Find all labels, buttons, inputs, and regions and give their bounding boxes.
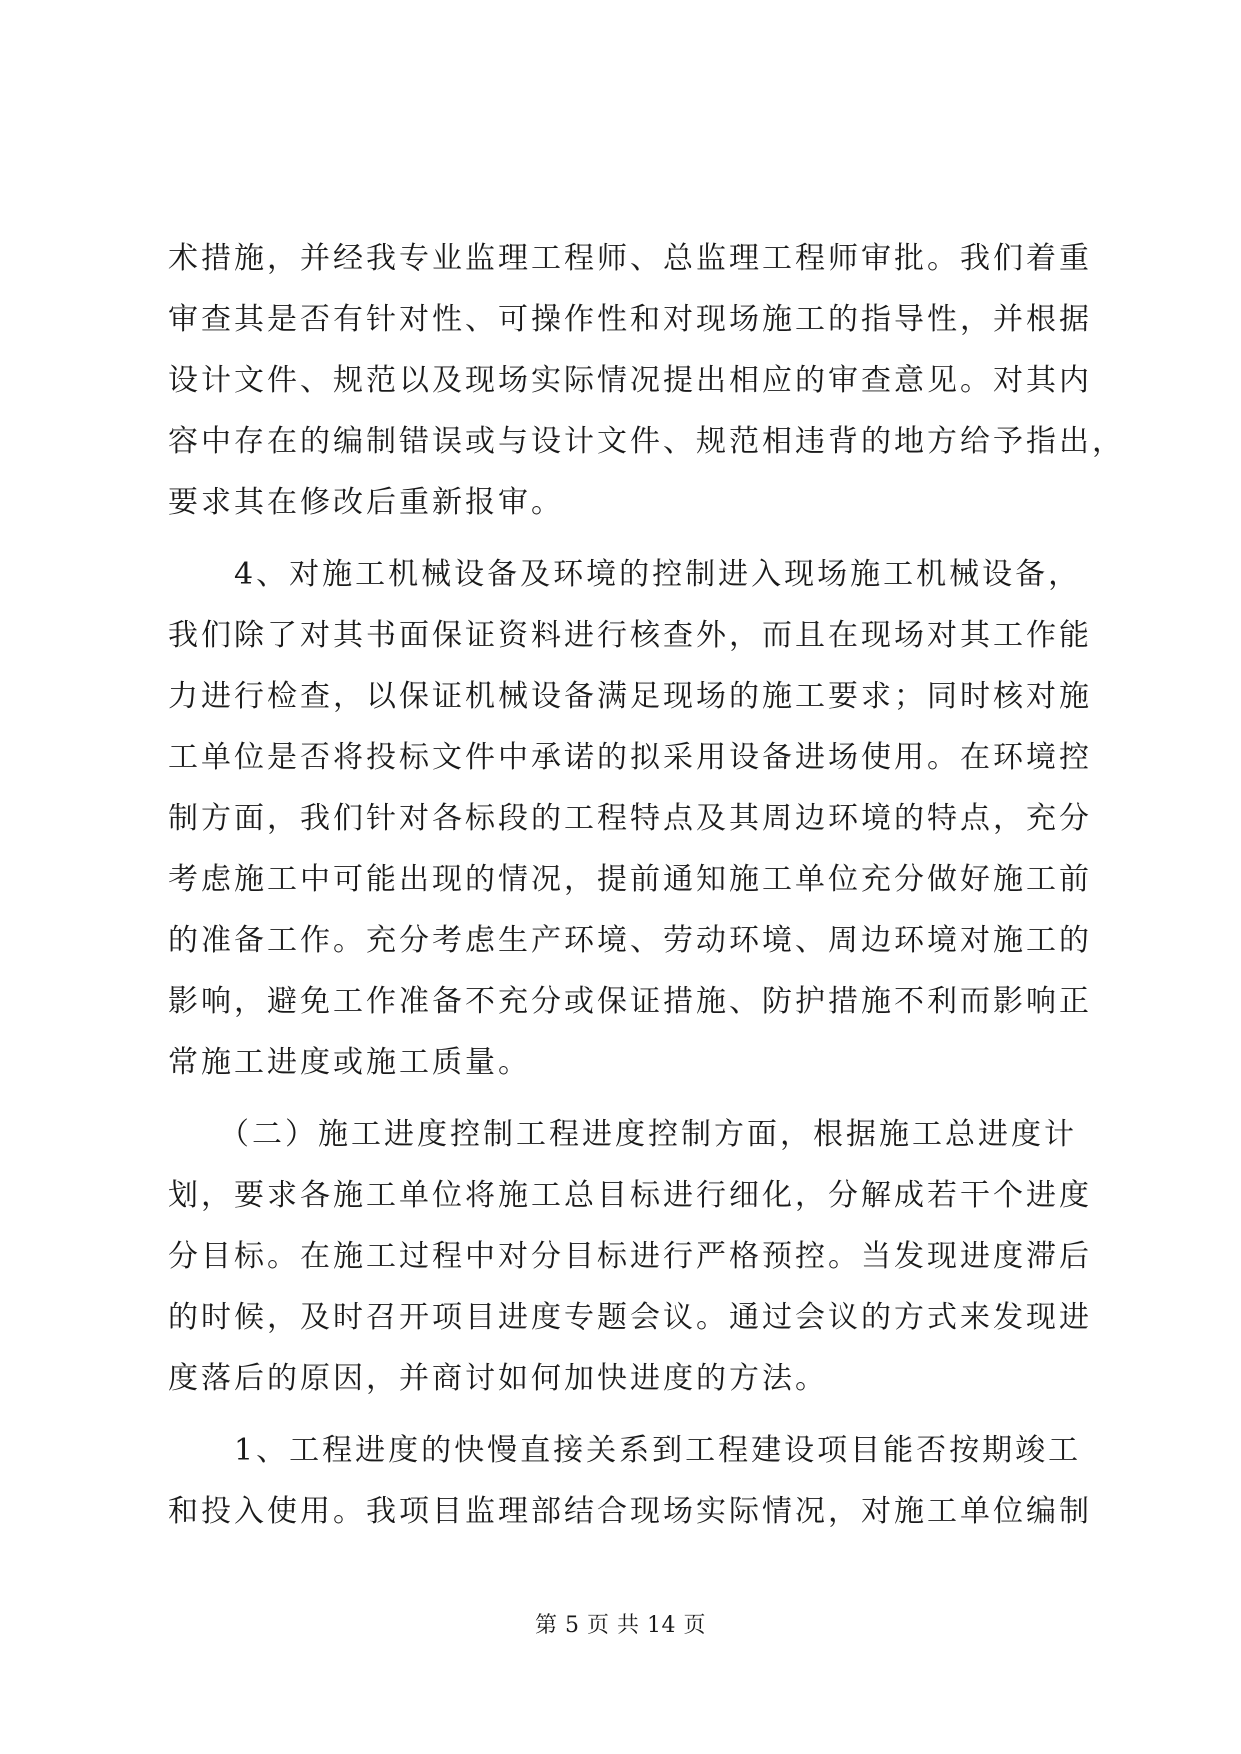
- text-line: 力进行检查，以保证机械设备满足现场的施工要求；同时核对施: [168, 679, 1092, 714]
- text-line: 要求其在修改后重新报审。: [168, 485, 564, 520]
- text-line: 容中存在的编制错误或与设计文件、规范相违背的地方给予指出，: [168, 424, 1125, 459]
- body-text: [168, 228, 1125, 1553]
- text-line: 的准备工作。充分考虑生产环境、劳动环境、周边环境对施工的: [168, 923, 1092, 958]
- text-line: 审查其是否有针对性、可操作性和对现场施工的指导性，并根据: [168, 302, 1092, 337]
- text-line: 影响，避免工作准备不充分或保证措施、防护措施不利而影响正: [168, 984, 1092, 1019]
- text-line: 术措施，并经我专业监理工程师、总监理工程师审批。我们着重: [168, 241, 1092, 276]
- text-line: 度落后的原因，并商讨如何加快进度的方法。: [168, 1361, 828, 1396]
- paragraph-4: [168, 1420, 1092, 1542]
- page-number-label: 第 5 页 共 14 页: [535, 1613, 706, 1638]
- text-line: 划，要求各施工单位将施工总目标进行细化，分解成若干个进度: [168, 1178, 1092, 1213]
- paragraph-1: [168, 228, 1125, 533]
- text-line: 常施工进度或施工质量。: [168, 1045, 531, 1080]
- text-line: 我们除了对其书面保证资料进行核查外，而且在现场对其工作能: [168, 618, 1092, 653]
- paragraph-3: [168, 1104, 1092, 1409]
- text-line: 设计文件、规范以及现场实际情况提出相应的审查意见。对其内: [168, 363, 1092, 398]
- text-line: 1、工程进度的快慢直接关系到工程建设项目能否按期竣工: [168, 1433, 1082, 1468]
- text-line: 4、对施工机械设备及环境的控制进入现场施工机械设备，: [168, 557, 1082, 592]
- text-line: 分目标。在施工过程中对分目标进行严格预控。当发现进度滞后: [168, 1239, 1092, 1274]
- text-line: 工单位是否将投标文件中承诺的拟采用设备进场使用。在环境控: [168, 740, 1092, 775]
- paragraph-2: [168, 544, 1092, 1093]
- text-line: 和投入使用。我项目监理部结合现场实际情况，对施工单位编制: [168, 1494, 1092, 1529]
- text-line: 考虑施工中可能出现的情况，提前通知施工单位充分做好施工前: [168, 862, 1092, 897]
- text-line: 制方面，我们针对各标段的工程特点及其周边环境的特点，充分: [168, 801, 1092, 836]
- text-line: （二）施工进度控制工程进度控制方面，根据施工总进度计: [168, 1117, 1077, 1152]
- page-footer: [0, 1611, 1241, 1641]
- text-line: 的时候，及时召开项目进度专题会议。通过会议的方式来发现进: [168, 1300, 1092, 1335]
